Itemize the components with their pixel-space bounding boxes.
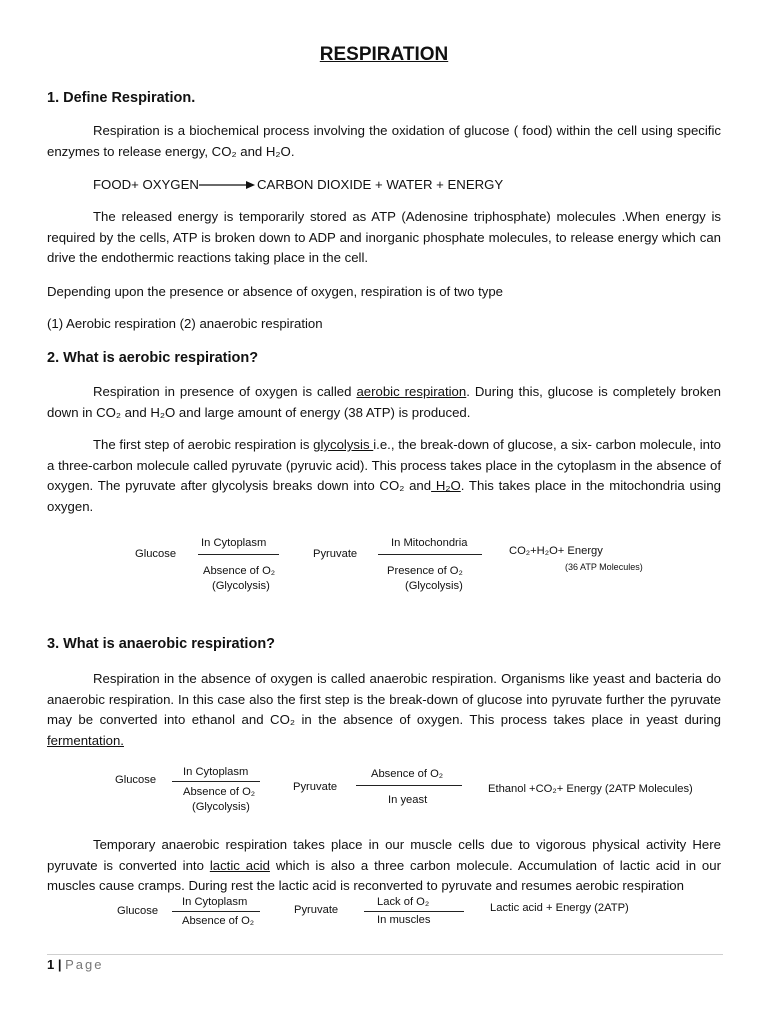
anaerobic-definition-paragraph: Respiration in the absence of oxygen is called anaerobic respiration. Organisms like yeast and bacteria do anaerobic respiration. In this case also the first step is the break-down of glucose into pyruvate further the pyruvate may be converted into ethanol and CO₂ in the absence of oxygen. This process takes place in yeast during fermentation.	[47, 671, 721, 748]
footer-divider	[47, 954, 723, 955]
diagram-below-arrow-2b: (Glycolysis)	[405, 580, 463, 592]
page-footer	[47, 957, 104, 972]
diagram-product: Ethanol +CO₂+ Energy (2ATP Molecules)	[488, 783, 693, 795]
definition-paragraph: Respiration is a biochemical process involving the oxidation of glucose ( food) within the cell using specific enzymes to release energy, CO₂ and H₂O.	[47, 123, 721, 159]
heading-aerobic-respiration: 2. What is aerobic respiration?	[47, 350, 259, 366]
diagram-glucose: Glucose	[115, 774, 157, 786]
arrow-icon	[199, 178, 255, 192]
diagram-product-note: (36 ATP Molecules)	[565, 562, 643, 572]
diagram-above-arrow-1: In Cytoplasm	[183, 766, 249, 778]
diagram-below-arrow-2: In muscles	[377, 914, 431, 926]
page-label: Page	[65, 957, 104, 972]
atp-paragraph: The released energy is temporarily stored as ATP (Adenosine triphosphate) molecules .When energy is required by the cells, ATP is broken down to ADP and inorganic phosphate molecules, to release energy which can drive the endothermic reactions taking place in the cell.	[47, 209, 721, 265]
lactic-acid-link[interactable]: lactic acid	[209, 857, 270, 873]
reaction-line-1	[172, 781, 260, 782]
types-list-paragraph: (1) Aerobic respiration (2) anaerobic respiration	[47, 316, 323, 331]
diagram-above-arrow-2: Absence of O₂	[371, 768, 444, 780]
equation-reactants: FOOD+ OXYGEN	[93, 177, 199, 192]
diagram-below-arrow-1a: Absence of O₂	[203, 565, 276, 577]
diagram-below-arrow-2: In yeast	[388, 794, 428, 806]
diagram-above-arrow-2: In Mitochondria	[391, 537, 468, 549]
heading-define-respiration: 1. Define Respiration.	[47, 90, 196, 106]
diagram-below-arrow-2a: Presence of O₂	[387, 565, 463, 577]
reaction-line-2	[364, 911, 464, 912]
glycolysis-link[interactable]: glycolysis	[313, 437, 374, 452]
diagram-pyruvate: Pyruvate	[294, 904, 339, 916]
diagram-below-arrow-1a: Absence of O₂	[183, 786, 256, 798]
reaction-line-2	[356, 785, 462, 786]
glycolysis-paragraph: The first step of aerobic respiration is glycolysis i.e., the break-down of glucose, a six- carbon molecule, into a three-carbon molecule called pyruvate (pyruvic acid). This process takes place in the cytoplasm in the absence of oxygen. The pyruvate after glycolysis breaks down into CO₂ and H₂O. This takes place in the mitochondria using oxygen.	[47, 437, 721, 514]
aerobic-respiration-link[interactable]: aerobic respiration	[356, 384, 467, 399]
fermentation-link[interactable]: fermentation.	[47, 732, 124, 748]
diagram-above-arrow-1: In Cytoplasm	[182, 896, 248, 908]
page-title: RESPIRATION	[319, 44, 449, 65]
diagram-product: CO₂+H₂O+ Energy	[509, 545, 603, 557]
water-link[interactable]: H₂O	[431, 478, 461, 493]
reaction-line-2	[378, 554, 482, 555]
diagram-glucose: Glucose	[117, 905, 159, 917]
equation-products: CARBON DIOXIDE + WATER + ENERGY	[257, 177, 504, 192]
reaction-line-1	[198, 554, 279, 555]
lactic-acid-paragraph: Temporary anaerobic respiration takes place in our muscle cells due to vigorous physical activity Here pyruvate is converted into lactic acid which is also a three carbon molecule. Accumulation of lactic acid in our muscles cause cramps. During rest the lactic acid is reconverted to pyruvate and resumes aerobic respiration	[47, 837, 721, 893]
diagram-product: Lactic acid + Energy (2ATP)	[490, 902, 629, 914]
footer-separator: |	[57, 957, 62, 972]
types-intro-paragraph: Depending upon the presence or absence of oxygen, respiration is of two type	[47, 284, 503, 299]
page-number: 1	[47, 957, 55, 972]
reaction-line-1	[172, 911, 260, 912]
aerobic-definition-paragraph: Respiration in presence of oxygen is called aerobic respiration. During this, glucose is completely broken down in CO₂ and H₂O and large amount of energy (38 ATP) is produced.	[47, 384, 722, 420]
diagram-pyruvate: Pyruvate	[293, 781, 338, 793]
diagram-below-arrow-1b: (Glycolysis)	[212, 580, 270, 592]
heading-anaerobic-respiration: 3. What is anaerobic respiration?	[47, 636, 276, 652]
diagram-pyruvate: Pyruvate	[313, 548, 358, 560]
diagram-below-arrow-1: Absence of O₂	[182, 915, 255, 927]
diagram-below-arrow-1b: (Glycolysis)	[192, 801, 250, 813]
diagram-above-arrow-2: Lack of O₂	[377, 896, 430, 908]
diagram-glucose: Glucose	[135, 548, 177, 560]
diagram-above-arrow-1: In Cytoplasm	[201, 537, 267, 549]
